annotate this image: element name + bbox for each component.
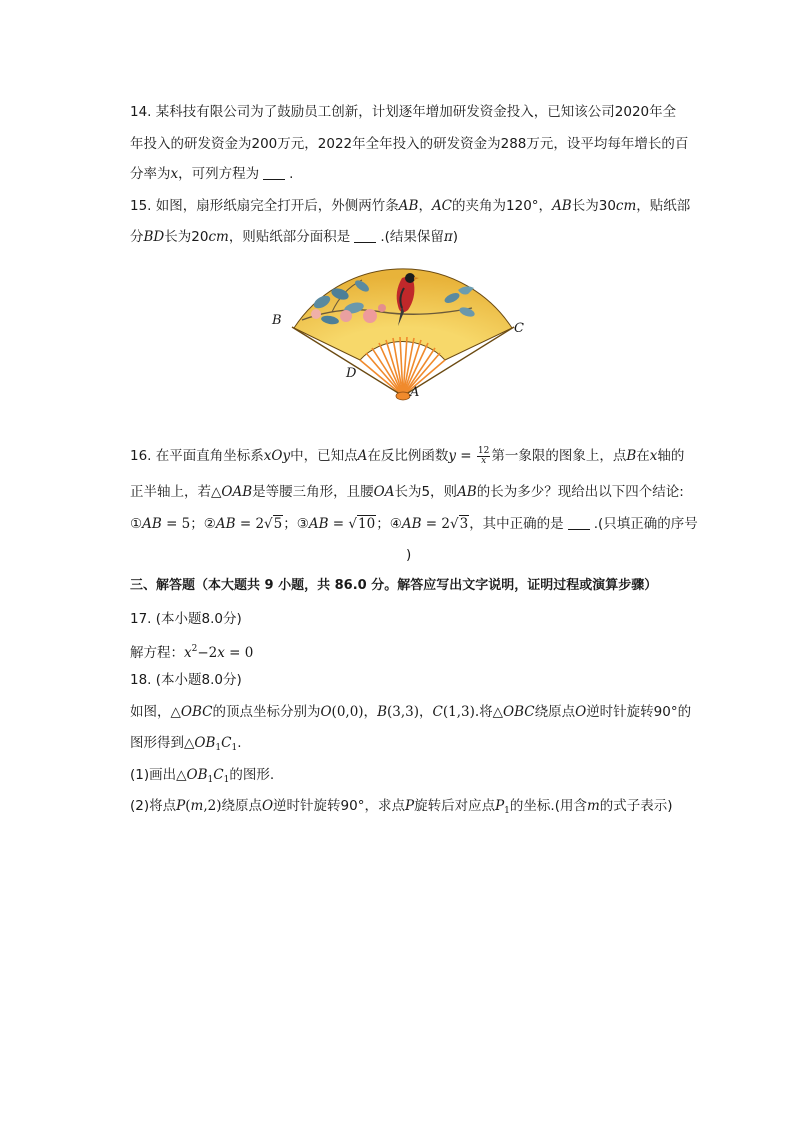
q18-part2: (2)将点P(m,2)绕原点O逆时针旋转90°，求点P旋转后对应点$P_1$的坐标.(用含m的式子表示) (130, 798, 673, 816)
q15-answer-blank (354, 228, 376, 243)
q18-line2: 图形得到$\triangle OB_1C_1$. (130, 735, 242, 753)
q14-answer-blank (263, 165, 285, 180)
q16-line3-options: ①AB = 5；②AB = 2√5；③AB = √10；④AB = 2√3，其中正确的是 .(只填正确的序号 (130, 516, 698, 532)
label-A: A (410, 385, 420, 400)
section-3-heading: 三、解答题（本大题共 9 小题，共 86.0 分。解答应写出文字说明，证明过程或演算步骤） (130, 578, 658, 593)
label-D: D (346, 366, 357, 381)
q18-line1: 如图，△OBC的顶点坐标分别为O(0,0)，B(3,3)，C(1,3).将△OBC绕原点O逆时针旋转90°的 (130, 704, 692, 720)
q16-answer-blank (568, 515, 590, 530)
q14-line1: 14. 某科技有限公司为了鼓励员工创新，计划逐年增加研发资金投入，已知该公司2020年全 (130, 104, 677, 120)
q15-line2: 分BD长为20cm，则贴纸部分面积是 .(结果保留π) (130, 229, 459, 245)
fan-pivot (396, 392, 410, 400)
q16-line2: 正半轴上，若△OAB是等腰三角形，且腰OA长为5，则AB的长为多少？现给出以下四个结论: (130, 484, 684, 500)
q18-head: 18. (本小题8.0分) (130, 672, 242, 688)
label-C: C (514, 321, 524, 336)
q15-line1: 15. 如图，扇形纸扇完全打开后，外侧两竹条AB，AC的夹角为120°，AB长为30cm，贴纸部 (130, 198, 691, 214)
q16-line4: ) (406, 547, 412, 563)
q17-body: 解方程：$x^2-2x = 0$ (130, 644, 254, 661)
folding-fan-figure (262, 250, 532, 410)
fraction-12-over-x: $\frac{12}{x}$ (477, 445, 490, 466)
q14-line2: 年投入的研发资金为200万元，2022年全年投入的研发资金为288万元，设平均每年增长的百 (130, 136, 689, 152)
label-B: B (272, 313, 282, 328)
q14-line3: 分率为x，可列方程为 . (130, 166, 294, 182)
q16-line1: 16. 在平面直角坐标系xOy中，已知点A在反比例函数y = $\frac{12}{x}$ 第一象限的图象上，点B在x轴的 (130, 445, 685, 466)
q17-head: 17. (本小题8.0分) (130, 611, 242, 627)
q18-part1: (1)画出$\triangle OB_1C_1$的图形. (130, 767, 275, 785)
